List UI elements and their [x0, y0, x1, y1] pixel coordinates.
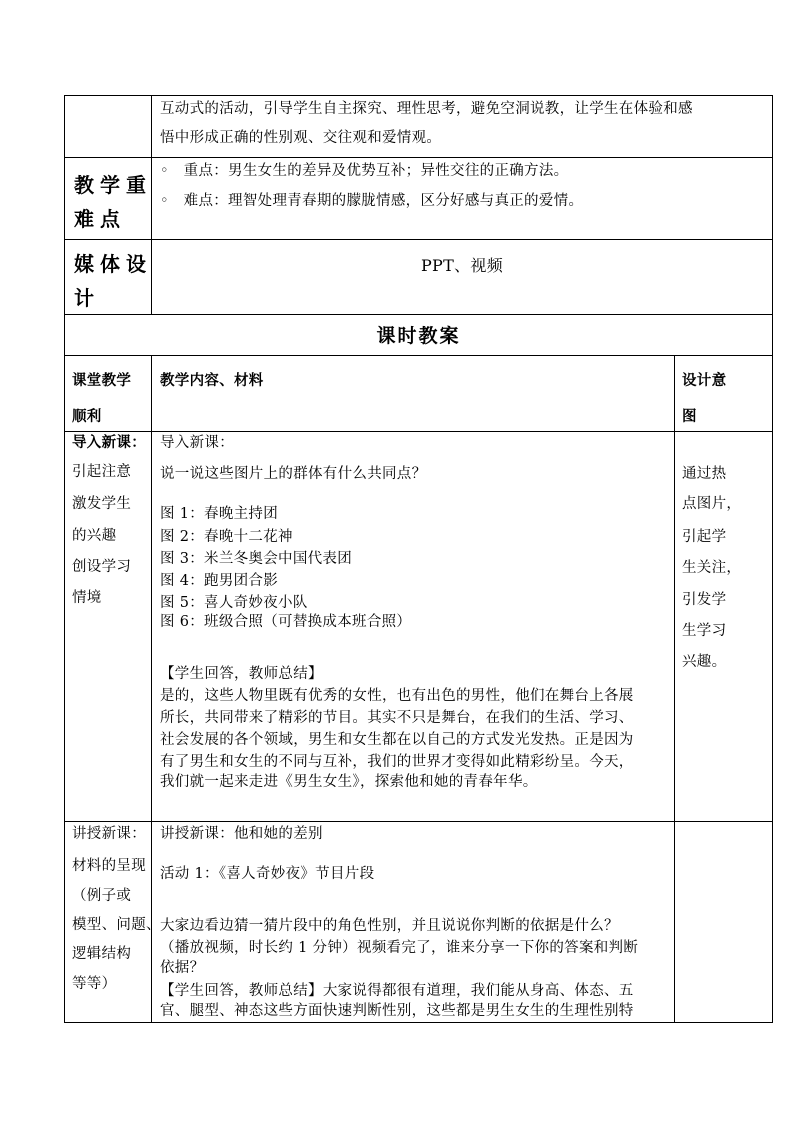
header-col2: 教学内容、材料: [160, 372, 264, 389]
lecture-answer-line: 大家说得都很有道理，我们能从身高、体态、五: [322, 983, 634, 999]
intro-intent-line: 引起学: [682, 529, 727, 545]
intro-intent-line: 通过热: [682, 466, 727, 482]
row-line: [64, 1022, 773, 1023]
col-line: [772, 95, 773, 1023]
col-line: [151, 95, 152, 315]
lecture-paragraph-line: （播放视频，时长约 1 分钟）视频看完了，谁来分享一下你的答案和判断: [160, 940, 639, 956]
lecture-col1-line: 等等）: [72, 976, 117, 992]
section-title: 课时教案: [376, 325, 461, 347]
intro-col1-line: 激发学生: [72, 496, 132, 512]
row-line: [64, 239, 773, 240]
key-points-label-line-1: 教学重: [74, 173, 152, 197]
header-col1-line-2: 顺利: [72, 408, 102, 425]
row-line: [64, 157, 773, 158]
intro-intent-line: 引发学: [682, 592, 727, 608]
intro-col1-line: 的兴趣: [72, 528, 117, 544]
intro-intent-line: 兴趣。: [682, 654, 727, 670]
lecture-col1-line: （例子或: [72, 888, 132, 904]
intro-col1-heading: 导入新课：: [72, 434, 146, 451]
intro-paragraph-line: 有了男生和女生的不同与互补，我们的世界才变得如此精彩纷呈。今天，: [160, 754, 634, 770]
lecture-paragraph-line: 大家边看边猜一猜片段中的角色性别，并且说说你判断的依据是什么？: [160, 918, 619, 934]
lecture-heading: 讲授新课：他和她的差别: [160, 826, 323, 842]
intro-paragraph-line: 是的，这些人物里既有优秀的女性，也有出色的男性，他们在舞台上各展: [160, 688, 634, 704]
media-value: PPT、视频: [420, 256, 503, 275]
lecture-col1-line: 材料的呈现: [72, 858, 146, 874]
figure-item: 图 1：春晚主持团: [160, 506, 279, 522]
lecture-col1-line: 逻辑结构: [72, 946, 132, 962]
difficult-point-item: ◦ 难点：理智处理青春期的朦胧情感，区分好感与真正的爱情。: [160, 193, 584, 209]
top-row-line-2: 悟中形成正确的性别观、交往观和爱情观。: [160, 130, 442, 146]
intro-paragraph-line: 社会发展的各个领域，男生和女生都在以自己的方式发光发热。正是因为: [160, 732, 634, 748]
col-line: [674, 355, 675, 1023]
intro-paragraph-line: 所长，共同带来了精彩的节目。其实不只是舞台，在我们的生活、学习、: [160, 710, 634, 726]
row-line: [64, 314, 773, 315]
intro-heading: 导入新课：: [160, 435, 234, 451]
intro-intent-line: 生关注，: [682, 560, 742, 576]
intro-col1-line: 情境: [72, 590, 102, 606]
lecture-answer-line: 官、腿型、神态这些方面快速判断性别，这些都是男生女生的生理性别特: [160, 1003, 634, 1019]
key-points-label-line-2: 难点: [74, 207, 126, 231]
intro-paragraph-line: 我们就一起来走进《男生女生》，探索他和她的青春年华。: [160, 774, 538, 790]
header-col1-line-1: 课堂教学: [72, 372, 132, 389]
figure-item: 图 6：班级合照（可替换成本班合照）: [160, 614, 412, 630]
row-line: [64, 821, 773, 822]
lecture-col1-line: 模型、问题、: [72, 917, 161, 933]
figure-item: 图 4：跑男团合影: [160, 573, 279, 589]
intro-col1-line: 创设学习: [72, 559, 132, 575]
lecture-answer-tag: 【学生回答，教师总结】: [160, 983, 323, 999]
media-label-line-1: 媒体设: [74, 252, 152, 276]
figure-item: 图 5：喜人奇妙夜小队: [160, 595, 308, 611]
lecture-activity: 活动 1：《喜人奇妙夜》节目片段: [160, 866, 375, 882]
header-col3-line-1: 设计意: [682, 372, 727, 389]
row-line: [64, 355, 773, 356]
key-point-item: ◦ 重点：男生女生的差异及优势互补；异性交往的正确方法。: [160, 163, 569, 179]
intro-question: 说一说这些图片上的群体有什么共同点？: [160, 466, 427, 482]
intro-col1-line: 引起注意: [72, 464, 132, 480]
intro-answer-tag: 【学生回答，教师总结】: [160, 666, 323, 682]
intro-intent-line: 点图片，: [682, 496, 742, 512]
top-row-line-1: 互动式的活动，引导学生自主探究、理性思考，避免空洞说教，让学生在体验和感: [160, 101, 693, 117]
lecture-paragraph-line: 依据？: [160, 960, 205, 976]
row-line: [64, 95, 773, 96]
lecture-col1-line: 讲授新课：: [72, 826, 146, 842]
col-line: [64, 95, 65, 1023]
figure-item: 图 2：春晚十二花神: [160, 529, 293, 545]
lecture-answer: [160, 981, 634, 1001]
media-label-line-2: 计: [74, 286, 100, 310]
intro-intent-line: 生学习: [682, 623, 727, 639]
header-col3-line-2: 图: [682, 408, 697, 425]
figure-item: 图 3：米兰冬奥会中国代表团: [160, 551, 353, 567]
row-line: [64, 431, 773, 432]
